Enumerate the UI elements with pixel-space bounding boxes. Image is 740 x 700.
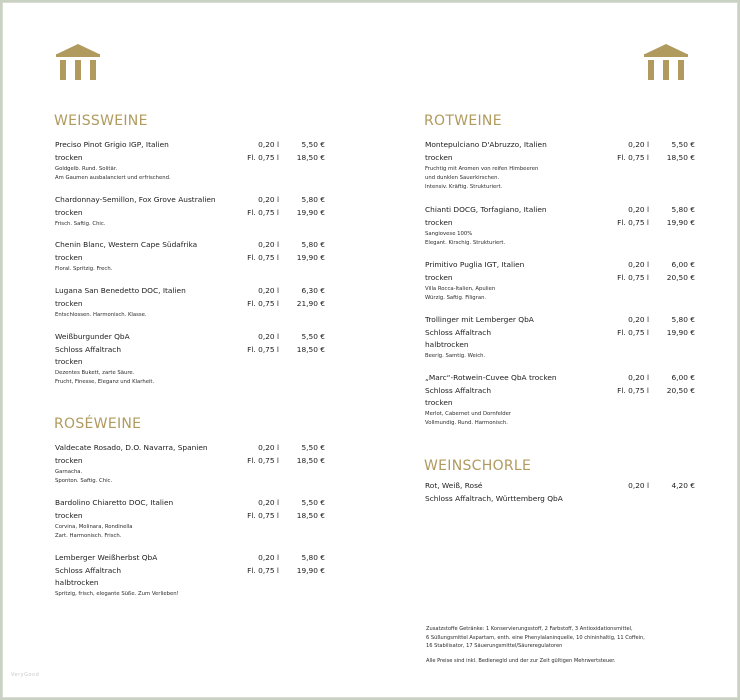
wine-row [425,385,695,397]
volume: 0,20 l [628,315,649,324]
price: 5,50 € [671,140,695,149]
wine-name-line: Trollinger mit Lemberger QbA [425,315,534,324]
volume: Fl. 0,75 l [247,152,279,162]
wine-name-line: trocken [55,510,83,520]
price: 18,50 € [296,344,325,354]
price: 19,90 € [296,565,325,575]
price: 20,50 € [666,385,695,395]
description-line: Beerig. Samtig. Weich. [425,353,486,359]
wine-row [425,152,695,164]
wine-name-line: Schloss Affaltrach [55,565,122,575]
volume: 0,20 l [628,140,649,149]
wine-row [55,194,325,206]
wine-row [55,298,325,310]
wine-row [55,252,325,264]
volume: 0,20 l [258,240,279,249]
wine-name-line: trocken [55,298,83,308]
wine-description [55,590,325,599]
description-line: Frucht, Finesse, Eleganz und Klarheit. [55,379,155,385]
wine-name-line: Schloss Affaltrach [425,385,492,395]
wine-name-line: Lemberger Weißherbst QbA [55,553,158,562]
wine-description [425,410,695,428]
wine-row [55,565,325,577]
wine-entry [55,442,325,486]
description-line: Entschlossen. Harmonisch. Klasse. [55,311,147,318]
temple-logo-icon [643,43,689,81]
wine-name-line: Chardonnay-Semillon, Fox Grove Australien [55,195,216,204]
wine-entry [55,285,325,320]
wine-row [55,285,325,297]
volume: Fl. 0,75 l [247,455,279,465]
description-line: Villa Rocca-Italien, Apulien [425,285,496,292]
volume: 0,20 l [258,195,279,204]
wine-row [55,356,325,368]
additives-note [426,625,716,651]
volume: 0,20 l [628,373,649,382]
price: 6,00 € [671,260,695,269]
wine-row [55,207,325,219]
wine-name-line: Preciso Pinot Grigio IGP, Italien [55,140,169,149]
description-line: Intensiv. Kräftig. Strukturiert. [425,183,503,190]
wine-row [425,327,695,339]
volume: 0,20 l [258,332,279,341]
wine-name-line: trocken [425,272,453,282]
description-line: Goldgelb. Rund. Solitär. [55,165,118,172]
description-line: Zart. Harmonisch. Frisch. [55,532,122,539]
price-note: Alle Preise sind inkl. Bedienegld und der zur Zeit gültigen Mehrwertsteuer. [426,658,616,664]
wine-name-line: Rot, Weiß, Rosé [425,481,483,490]
wine-name-line: trocken [55,207,83,217]
wine-name-line: trocken [425,217,453,227]
price: 5,50 € [301,443,325,452]
wine-name-line: Primitivo Puglia IGT, Italien [425,260,525,269]
volume: 0,20 l [628,205,649,214]
volume: Fl. 0,75 l [617,385,649,395]
temple-logo-icon [55,43,101,81]
description-line: Dezentes Bukett, zarte Säure. [55,370,135,376]
price: 4,20 € [671,481,695,490]
description-line: Frisch. Saftig. Chic. [55,220,106,227]
wine-row [425,217,695,229]
price: 18,50 € [666,152,695,162]
description-line: und dunklen Sauerkirschen. [425,174,500,181]
price: 19,90 € [666,217,695,227]
wine-entry [425,372,695,428]
wine-row [425,372,695,384]
wine-entry [55,331,325,387]
additives-line: Zusatzstoffe Getränke: 1 Konservierungsstoff, 2 Farbstoff, 3 Antioxidationsmittel, [426,626,633,632]
price: 19,90 € [296,207,325,217]
description-line: Garnacha. [55,468,83,475]
price: 19,90 € [666,327,695,337]
wine-row [425,397,695,409]
wine-description [55,523,325,541]
wine-row [425,204,695,216]
wine-description [55,165,325,183]
wine-row [55,510,325,522]
volume: 0,20 l [628,481,649,490]
description-line: Sangiovese 100% [425,230,473,237]
volume: Fl. 0,75 l [247,565,279,575]
wine-entry [425,480,695,505]
price: 18,50 € [296,455,325,465]
description-line: Am Gaumen ausbalanciert und erfrischend. [55,174,171,181]
section-title-schorle: WEINSCHORLE [424,458,532,474]
volume: 0,20 l [628,260,649,269]
wine-entry [425,204,695,248]
wine-name-line: Schloss Affaltrach [425,327,492,337]
price: 5,80 € [671,315,695,324]
wine-name-line: Chenin Blanc, Western Cape Südafrika [55,240,198,249]
wine-row [55,331,325,343]
section-title-rose: ROSÉWEINE [54,416,142,432]
price: 5,80 € [671,205,695,214]
price: 18,50 € [296,152,325,162]
wine-name-line: Montepulciano D'Abruzzo, Italien [425,140,547,149]
watermark: VeryGood [11,672,40,678]
wine-name-line: halbtrocken [55,578,99,587]
wine-entry [425,314,695,361]
wine-name-line: Bardolino Chiaretto DOC, Italien [55,498,174,507]
wine-row [55,497,325,509]
additives-line: 6 Süßungsmittel Aspartam, enth. eine Phenylalaninquelle, 10 chininhaltig, 11 Coffein, [426,634,645,641]
wine-name-line: trocken [55,152,83,162]
wine-entry [55,139,325,183]
wine-description [55,220,325,229]
price: 5,80 € [301,195,325,204]
wine-row [55,152,325,164]
wine-name-line: trocken [55,455,83,465]
description-line: Würzig. Saftig. Filigran. [425,294,487,301]
wine-entry [425,139,695,192]
wine-description [55,311,325,320]
wine-row [55,442,325,454]
wine-row [55,455,325,467]
volume: Fl. 0,75 l [617,327,649,337]
wine-row [425,272,695,284]
description-line: Merlot, Cabernet und Dornfelder [425,411,512,417]
wine-name-line: „Marc“-Rotwein-Cuvee QbA trocken [425,373,557,382]
volume: Fl. 0,75 l [247,344,279,354]
wine-row [425,259,695,271]
wine-row [55,139,325,151]
volume: Fl. 0,75 l [247,298,279,308]
volume: Fl. 0,75 l [247,510,279,520]
wine-name-line: Chianti DOCG, Torfagiano, Italien [425,205,547,214]
volume: 0,20 l [258,443,279,452]
volume: Fl. 0,75 l [247,252,279,262]
volume: 0,20 l [258,140,279,149]
description-line: Floral. Spritzig. Frech. [55,265,113,272]
wine-description [425,285,695,303]
wine-row [55,552,325,564]
section-title-red: ROTWEINE [424,113,502,129]
description-line: Spritzig, frisch, elegante Süße. Zum Verlieben! [55,591,179,597]
volume: Fl. 0,75 l [617,217,649,227]
wine-row [425,314,695,326]
section-title-white: WEISSWEINE [54,113,148,129]
wine-name-line: Valdecate Rosado, D.O. Navarra, Spanien [55,443,208,452]
volume: Fl. 0,75 l [247,207,279,217]
wine-row [55,577,325,589]
price: 5,80 € [301,240,325,249]
wine-entry [55,239,325,274]
price: 5,50 € [301,332,325,341]
price: 5,80 € [301,553,325,562]
additives-line: 16 Stabilisator, 17 Säuerungsmittel/Säureregulatoren [426,643,563,650]
description-line: Elegant. Kirschig. Strukturiert. [425,239,506,246]
wine-row [425,139,695,151]
wine-name-line: trocken [55,357,83,366]
wine-name-line: Lugana San Benedetto DOC, Italien [55,286,186,295]
volume: Fl. 0,75 l [617,152,649,162]
wine-description [425,165,695,192]
wine-row [55,239,325,251]
wine-row [425,480,695,492]
price: 5,50 € [301,498,325,507]
wine-name-line: trocken [425,152,453,162]
wine-name-line: trocken [55,252,83,262]
price: 21,90 € [296,298,325,308]
wine-name-line: trocken [425,398,453,407]
wine-row [425,339,695,351]
menu-page [2,2,738,698]
wine-entry [55,194,325,229]
price: 18,50 € [296,510,325,520]
wine-entry [55,552,325,599]
volume: 0,20 l [258,286,279,295]
wine-entry [425,259,695,303]
wine-name-line: Schloss Affaltrach [55,344,122,354]
price: 19,90 € [296,252,325,262]
price: 6,30 € [301,286,325,295]
volume: 0,20 l [258,553,279,562]
description-line: Sponton. Saftig. Chic. [55,477,113,484]
volume: 0,20 l [258,498,279,507]
wine-description [55,468,325,486]
wine-description [425,230,695,248]
price: 6,00 € [671,373,695,382]
price: 20,50 € [666,272,695,282]
wine-description [55,265,325,274]
wine-name-line: Weißburgunder QbA [55,332,130,341]
wine-entry [55,497,325,541]
wine-name-line: halbtrocken [425,340,469,349]
description-line: Vollmundig. Rund. Harmonisch. [425,420,508,426]
wine-description [55,369,325,387]
price: 5,50 € [301,140,325,149]
volume: Fl. 0,75 l [617,272,649,282]
wine-row [55,344,325,356]
wine-row [425,493,695,505]
wine-name-line: Schloss Affaltrach, Württemberg QbA [425,493,563,503]
description-line: Fruchtig mit Aromen von reifen Himbeeren [425,165,539,172]
wine-description [425,352,695,361]
description-line: Corvina, Molinara, Rondinella [55,523,133,530]
